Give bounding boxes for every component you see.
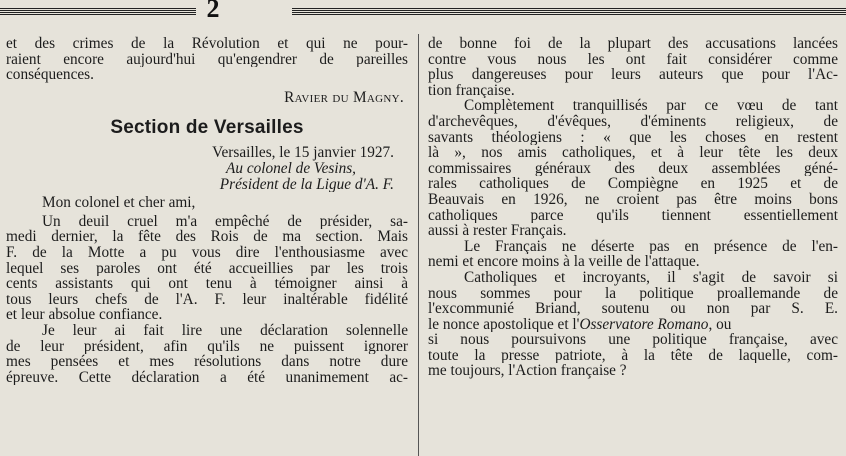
text-line: Le Français ne déserte pas en présence de l'en- [464,238,838,255]
text-line: Je leur ai fait lire une déclaration solennelle [42,322,408,339]
text-line: toute la presse patriote, à la tête de laquelle, com- [428,347,838,364]
text-line: conséquences. [6,67,94,83]
publication-name: Osservatore Romano [579,316,709,333]
left-column [6,36,408,385]
text-line: raient encore aujourd'hui qu'engendrer de pareilles [6,51,408,68]
text-line: rales catholiques de Compiègne en 1925 et de [428,176,838,192]
text-line: medi dernier, la fête des Rois de ma section. Mais [6,229,408,245]
text-line: Complètement tranquillisés par ce vœu de tant [464,98,838,114]
text-line: contre vous nous les ont fait considérer comme [428,51,838,68]
text-line: aussi à rester Français. [428,223,567,239]
text-line: cents assistants qui ont tenu à témoigner ainsi à [6,276,408,292]
text-line: si nous poursuivons une politique française, avec [428,332,838,348]
text-line: commissaires généraux des deux assemblées géné- [428,160,838,177]
text-line: nemi et encore moins à la veille de l'attaque. [428,254,700,270]
text-line: épreuve. Cette déclaration a été unanimement ac- [6,369,408,386]
text-line: Un deuil cruel m'a empêché de présider, sa- [42,213,408,230]
text-fragment: le nonce apostolique et l' [428,316,580,333]
text-line: là », nos amis catholiques, et à leur tête les deux [428,145,838,161]
text-line: lequel ses paroles ont été accueillies par les trois [6,260,408,277]
column-divider [418,34,419,456]
text-line: et des crimes de la Révolution et qui ne pour- [6,36,408,52]
section-title: Section de Versailles [110,117,304,139]
text-line: de bonne foi de la plupart des accusations lancées [428,36,838,52]
addressee-title: Président de la Ligue d'A. F. [219,176,394,193]
text-line [428,317,838,333]
text-line: Catholiques et incroyants, il s'agit de savoir si [464,269,838,286]
salutation: Mon colonel et cher ami, [42,195,196,211]
text-line: de leur président, afin qu'ils ne puissent ignorer [6,338,408,355]
text-line: d'archevêques, d'évêques, d'éminents religieux, de [428,113,838,130]
text-line: catholiques parce qu'ils tiennent essentiellement [428,207,838,224]
text-line: F. de la Motte a pu vous dire l'enthousiasme avec [6,244,408,261]
header-rule-left [0,8,196,15]
text-line: l'excommunié Briand, soutenu ou non par S. E. [428,301,838,317]
addressee-line: Au colonel de Vesins, [226,160,356,177]
text-fragment: , ou [708,316,732,333]
text-line: plus dangereuses pour leurs auteurs que pour l'Ac- [428,67,838,83]
text-line: me toujours, l'Action française ? [428,363,627,380]
text-line: mes pensées et mes résolutions dans notre dure [6,354,408,370]
header-rule-right [292,8,846,15]
text-line: nous sommes pour la politique proallemande de [428,285,838,302]
text-line: tous leurs chefs de l'A. F. leur inaltérable fidélité [6,291,408,308]
text-line: et leur absolue confiance. [6,307,163,323]
dateline: Versailles, le 15 janvier 1927. [212,145,394,161]
right-column [428,36,838,379]
text-line: savants théologiens : « que les choses en restent [428,129,838,146]
signature: Ravier du Magny. [284,89,404,106]
page-number: 2 [206,0,220,23]
text-line: tion française. [428,82,515,99]
text-line: Beauvais en 1926, ne croient pas être moins bons [428,191,838,208]
